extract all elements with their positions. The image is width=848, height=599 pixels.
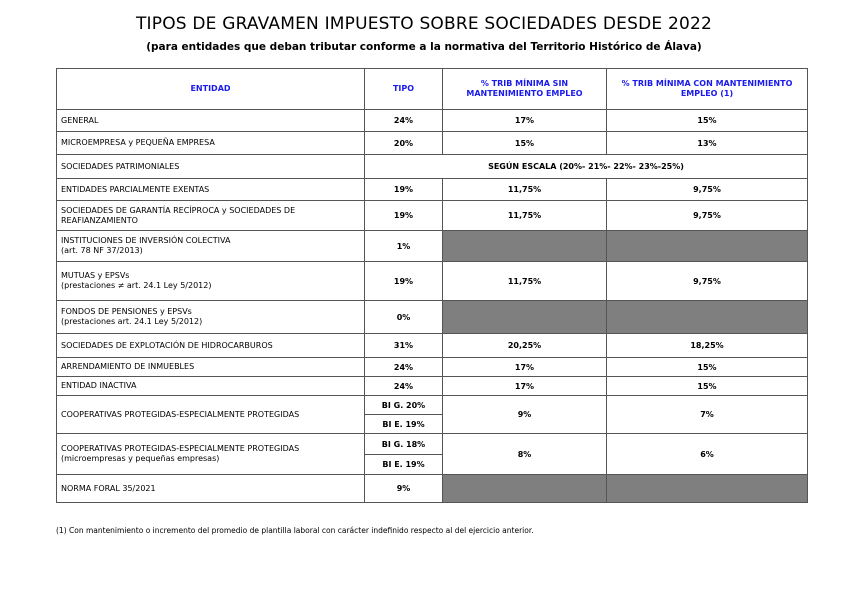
entidad-cell bbox=[57, 434, 365, 475]
empty-gray-cell bbox=[607, 475, 808, 503]
table-row bbox=[57, 377, 808, 396]
sin-empleo-cell: 11,75% bbox=[443, 201, 607, 231]
table-row bbox=[57, 201, 808, 231]
empty-gray-cell bbox=[443, 475, 607, 503]
tipo-cell: 9% bbox=[365, 475, 443, 503]
con-empleo-cell: 18,25% bbox=[607, 334, 808, 358]
entidad-cell: ENTIDAD INACTIVA bbox=[57, 377, 365, 396]
tipo-cell: 19% bbox=[365, 262, 443, 301]
empty-gray-cell bbox=[443, 301, 607, 334]
table-row bbox=[57, 358, 808, 377]
sin-empleo-cell: 17% bbox=[443, 110, 607, 132]
entidad-cell: MICROEMPRESA y PEQUEÑA EMPRESA bbox=[57, 132, 365, 155]
tipo-cell: 0% bbox=[365, 301, 443, 334]
tipo-cell: 24% bbox=[365, 377, 443, 396]
sin-empleo-cell: 11,75% bbox=[443, 179, 607, 201]
entidad-cell: NORMA FORAL 35/2021 bbox=[57, 475, 365, 503]
entidad-cell: SOCIEDADES DE EXPLOTACIÓN DE HIDROCARBUROS bbox=[57, 334, 365, 358]
tipo-cell: 24% bbox=[365, 110, 443, 132]
entidad-name: MUTUAS y EPSVs bbox=[61, 271, 130, 280]
tipo-bi-general-cell: BI G. 20% bbox=[365, 396, 443, 415]
tipo-bi-especial-cell: BI E. 19% bbox=[365, 455, 443, 475]
con-empleo-cell: 13% bbox=[607, 132, 808, 155]
header-entidad: ENTIDAD bbox=[57, 69, 365, 110]
header-sin-empleo: % TRIB MÍNIMA SIN MANTENIMIENTO EMPLEO bbox=[443, 69, 607, 110]
entidad-cell: ARRENDAMIENTO DE INMUEBLES bbox=[57, 358, 365, 377]
sin-empleo-cell: 8% bbox=[443, 434, 607, 475]
sin-empleo-cell: 20,25% bbox=[443, 334, 607, 358]
entidad-cell: ENTIDADES PARCIALMENTE EXENTAS bbox=[57, 179, 365, 201]
con-empleo-cell: 9,75% bbox=[607, 179, 808, 201]
entidad-note: (prestaciones art. 24.1 Ley 5/2012) bbox=[61, 317, 203, 326]
entidad-name: INSTITUCIONES DE INVERSIÓN COLECTIVA bbox=[61, 236, 231, 245]
escala-cell: SEGÚN ESCALA (20%- 21%- 22%- 23%-25%) bbox=[365, 155, 808, 179]
table-row bbox=[57, 231, 808, 262]
empty-gray-cell bbox=[607, 231, 808, 262]
entidad-note: (art. 78 NF 37/2013) bbox=[61, 246, 143, 255]
table-row bbox=[57, 334, 808, 358]
con-empleo-cell: 15% bbox=[607, 377, 808, 396]
con-empleo-cell: 7% bbox=[607, 396, 808, 434]
page-title: TIPOS DE GRAVAMEN IMPUESTO SOBRE SOCIEDADES DESDE 2022 bbox=[135, 14, 713, 34]
sin-empleo-cell: 15% bbox=[443, 132, 607, 155]
entidad-name: COOPERATIVAS PROTEGIDAS-ESPECIALMENTE PROTEGIDAS bbox=[61, 444, 300, 453]
tipo-bi-especial-cell: BI E. 19% bbox=[365, 415, 443, 434]
con-empleo-cell: 15% bbox=[607, 358, 808, 377]
sin-empleo-cell: 17% bbox=[443, 358, 607, 377]
sin-empleo-cell: 9% bbox=[443, 396, 607, 434]
table-row bbox=[57, 475, 808, 503]
header-con-empleo: % TRIB MÍNIMA CON MANTENIMIENTO EMPLEO (1) bbox=[607, 69, 808, 110]
entidad-cell: SOCIEDADES PATRIMONIALES bbox=[57, 155, 365, 179]
con-empleo-cell: 9,75% bbox=[607, 262, 808, 301]
table-row bbox=[57, 262, 808, 301]
table-row bbox=[57, 434, 808, 455]
table-row bbox=[57, 132, 808, 155]
tipo-bi-general-cell: BI G. 18% bbox=[365, 434, 443, 455]
empty-gray-cell bbox=[443, 231, 607, 262]
tipo-cell: 31% bbox=[365, 334, 443, 358]
entidad-cell bbox=[57, 262, 365, 301]
empty-gray-cell bbox=[607, 301, 808, 334]
tipo-cell: 24% bbox=[365, 358, 443, 377]
entidad-cell: COOPERATIVAS PROTEGIDAS-ESPECIALMENTE PROTEGIDAS bbox=[57, 396, 365, 434]
entidad-cell: GENERAL bbox=[57, 110, 365, 132]
entidad-cell bbox=[57, 231, 365, 262]
table-row bbox=[57, 155, 808, 179]
tipo-cell: 20% bbox=[365, 132, 443, 155]
tipo-cell: 1% bbox=[365, 231, 443, 262]
header-tipo: TIPO bbox=[365, 69, 443, 110]
entidad-note: (microempresas y pequeñas empresas) bbox=[61, 454, 220, 463]
table-row bbox=[57, 396, 808, 415]
sin-empleo-cell: 17% bbox=[443, 377, 607, 396]
table-row bbox=[57, 179, 808, 201]
table-row bbox=[57, 110, 808, 132]
tax-rates-table bbox=[56, 68, 808, 503]
entidad-cell: SOCIEDADES DE GARANTÍA RECÍPROCA y SOCIEDADES DE REAFIANZAMIENTO bbox=[57, 201, 365, 231]
con-empleo-cell: 9,75% bbox=[607, 201, 808, 231]
entidad-name: FONDOS DE PENSIONES y EPSVs bbox=[61, 307, 192, 316]
page-subtitle: (para entidades que deban tributar conforme a la normativa del Territorio Histórico de Álava) bbox=[146, 41, 702, 53]
table-row bbox=[57, 301, 808, 334]
tipo-cell: 19% bbox=[365, 201, 443, 231]
con-empleo-cell: 15% bbox=[607, 110, 808, 132]
entidad-cell bbox=[57, 301, 365, 334]
sin-empleo-cell: 11,75% bbox=[443, 262, 607, 301]
con-empleo-cell: 6% bbox=[607, 434, 808, 475]
entidad-note: (prestaciones ≠ art. 24.1 Ley 5/2012) bbox=[61, 281, 212, 290]
header-row bbox=[57, 69, 808, 110]
tipo-cell: 19% bbox=[365, 179, 443, 201]
footnote: (1) Con mantenimiento o incremento del promedio de plantilla laboral con carácter indefinido respecto al del ejercicio anterior. bbox=[56, 526, 534, 535]
